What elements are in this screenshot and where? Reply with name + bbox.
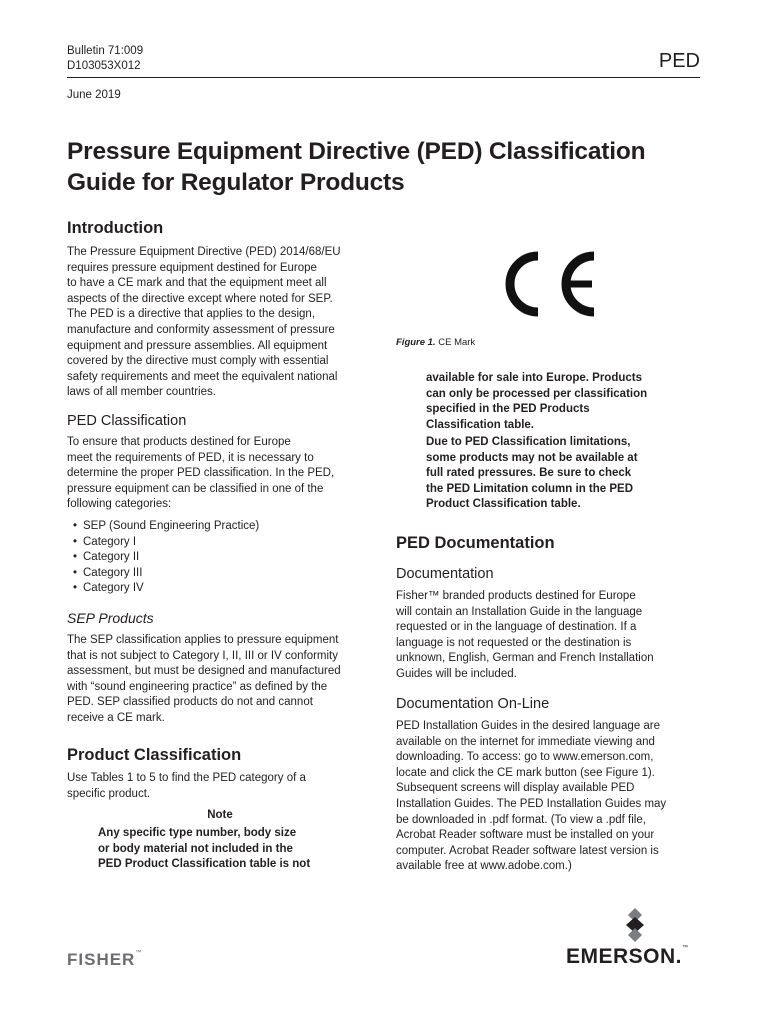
sep-products-text: The SEP classification applies to pressure equipment that is not subject to Category I, II, III or IV conformity assessment, but must be designed and manufactured with “sound engineering practice” as defined by the PED. SEP classified products do not and cannot receive a CE mark. — [67, 634, 341, 724]
product-classification-text: Use Tables 1 to 5 to find the PED category of a specific product. — [67, 772, 306, 800]
introduction-text: The Pressure Equipment Directive (PED) 2014/68/EU requires pressure equipment destined for Europe to have a CE mark and that the equipment meet all aspects of the directive except where noted for SEP. The PED is a directive that applies to the design, manufacture and conformity assessment of pressure equipment and pressure assemblies. All equipment covered by the directive must comply with essential safety requirements and meet the equivalent national laws of all member countries. — [67, 246, 341, 399]
list-item: • Category II — [67, 550, 367, 566]
documentation-text: Fisher™ branded products destined for Europe will contain an Installation Guide in the language requested or in the language of destination. If a language is not requested or the destination is unknown, English, German and French Installation Guides will be included. — [396, 590, 654, 680]
fisher-logo: FISHER™ — [67, 950, 143, 969]
emerson-logo: EMERSON.™ — [566, 945, 689, 968]
ped-classification-text: To ensure that products destined for Europe meet the requirements of PED, it is necessary to determine the proper PED classification. In the PED, pressure equipment can be classified in one of the following categories: — [67, 436, 335, 511]
documentation-online-text: PED Installation Guides in the desired language are available on the internet for immediate viewing and downloading. To access: go to www.emerson.com, locate and click the CE mark button (see Figure 1). Subsequent screens will display available PED Installation Guides. The PED Installation Guides may be downloaded in .pdf format. (To view a .pdf file, Acrobat Reader software must be installed on your computer. Acrobat Reader software latest version is available free at www.adobe.com.) — [396, 720, 667, 873]
note-continued-text: available for sale into Europe. Products can only be processed per classification specified in the PED Products Classification table. — [426, 372, 648, 431]
product-classification-heading: Product Classification — [67, 746, 242, 764]
ce-mark-figure — [492, 248, 602, 320]
note-heading: Note — [207, 809, 233, 821]
limitation-note-text: Due to PED Classification limitations, some products may not be available at full rated pressures. Be sure to check the PED Limitation column in the PED Product Classification table. — [426, 436, 638, 511]
header-rule — [67, 77, 700, 78]
list-item: • Category IV — [67, 581, 367, 597]
ce-mark-icon — [492, 248, 602, 320]
list-item: • SEP (Sound Engineering Practice) — [67, 519, 367, 535]
section-tag: PED — [658, 50, 700, 72]
document-number: D103053X012 — [67, 60, 141, 72]
list-item: • Category I — [67, 535, 367, 551]
sep-products-heading: SEP Products — [67, 610, 154, 626]
figure-caption — [396, 337, 475, 348]
publish-date: June 2019 — [67, 89, 121, 101]
documentation-subheading: Documentation — [396, 566, 494, 582]
bulletin-number: Bulletin 71:009 — [67, 45, 144, 57]
introduction-heading: Introduction — [67, 219, 164, 237]
figure-label: Figure 1. — [396, 337, 436, 348]
ped-documentation-heading: PED Documentation — [396, 534, 555, 552]
documentation-online-heading: Documentation On-Line — [396, 696, 550, 712]
ped-classification-heading: PED Classification — [67, 413, 187, 429]
note-text: Any specific type number, body size or body material not included in the PED Product Classification table is not — [98, 827, 311, 871]
list-item: • Category III — [67, 566, 367, 582]
emerson-mark-icon — [615, 906, 655, 944]
page-title: Pressure Equipment Directive (PED) Classification Guide for Regulator Products — [67, 138, 646, 196]
category-list — [67, 519, 367, 597]
figure-caption-text: CE Mark — [438, 337, 476, 348]
